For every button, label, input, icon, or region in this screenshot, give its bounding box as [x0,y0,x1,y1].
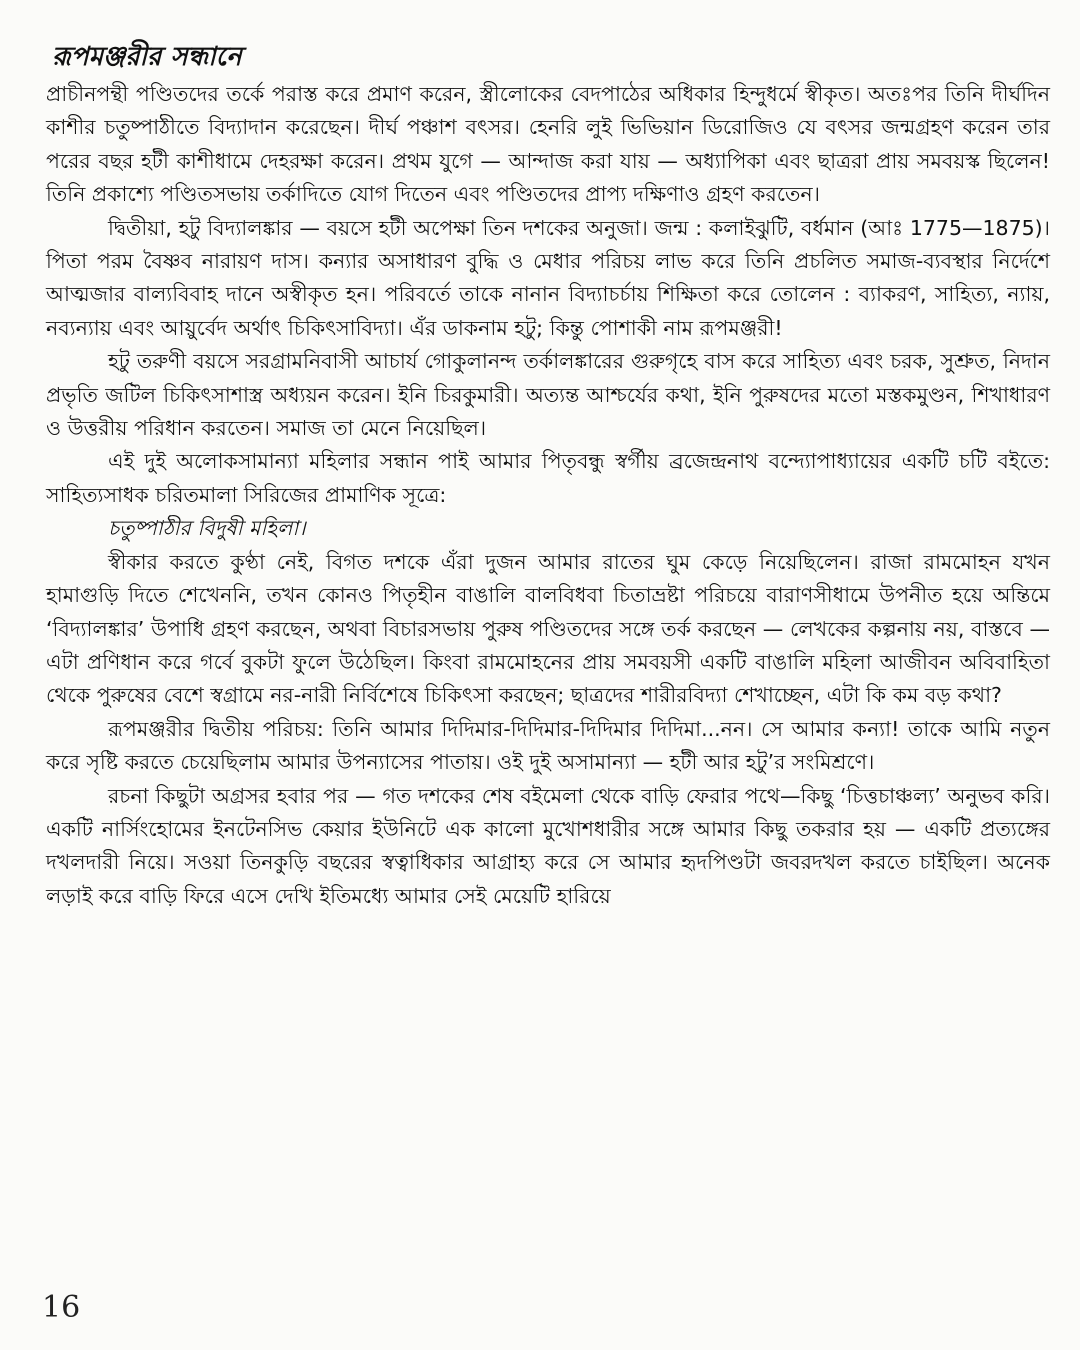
paragraph-3: হটু তরুণী বয়সে সরগ্রামনিবাসী আচার্য গোকুলানন্দ তর্কালঙ্কারের গুরুগৃহে বাস করে সাহিত্য এবং চরক, সুশ্রুত, নিদান প্রভৃতি জটিল চিকিৎসাশাস্ত্র অধ্যয়ন করেন। ইনি চিরকুমারী। অত্যন্ত আশ্চর্যের কথা, ইনি পুরুষদের মতো মস্তকমুণ্ডন, শিখাধারণ ও উত্তরীয় পরিধান করতেন। সমাজ তা মেনে নিয়েছিল। [46,349,1050,441]
paragraph-5: স্বীকার করতে কুণ্ঠা নেই, বিগত দশকে এঁরা দুজন আমার রাতের ঘুম কেড়ে নিয়েছিলেন। রাজা রামমোহন যখন হামাগুড়ি দিতে শেখেননি, তখন কোনও পিতৃহীন বাঙালি বালবিধবা চিতাভ্রষ্টা পরিচয়ে বারাণসীধামে উপনীত হয়ে অন্তিমে ‘বিদ্যালঙ্কার’ উপাধি গ্রহণ করছেন, অথবা বিচারসভায় পুরুষ পণ্ডিতদের সঙ্গে তর্ক করছেন — লেখকের কল্পনায় নয়, বাস্তবে — এটা প্রণিধান করে গর্বে বুকটা ফুলে উঠেছিল। কিংবা রামমোহনের প্রায় সমবয়সী একটি বাঙালি মহিলা আজীবন অবিবাহিতা থেকে পুরুষের বেশে স্বগ্রামে নর-নারী নির্বিশেষে চিকিৎসা করছেন; ছাত্রদের শারীরবিদ্যা শেখাচ্ছেন, এটা কি কম বড় কথা? [46,549,1050,708]
paragraph-2: দ্বিতীয়া, হটু বিদ্যালঙ্কার — বয়সে হটী অপেক্ষা তিন দশকের অনুজা। জন্ম : কলাইঝুটি, বর্ধমান (আঃ 1775—1875)। পিতা পরম বৈষ্ণব নারায়ণ দাস। কন্যার অসাধারণ বুদ্ধি ও মেধার পরিচয় লাভ করে তিনি প্রচলিত সমাজ-ব্যবস্থার নির্দেশে আত্মজার বাল্যবিবাহ দানে অস্বীকৃত হন। পরিবর্তে তাকে নানান বিদ্যাচর্চায় শিক্ষিতা করে তোলেন : ব্যাকরণ, সাহিত্য, ন্যায়, নব্যন্যায় এবং আয়ুর্বেদ অর্থাৎ চিকিৎসাবিদ্যা। এঁর ডাকনাম হটু; কিন্তু পোশাকী নাম রূপমঞ্জরী! [46,215,1050,340]
running-header: রূপমঞ্জরীর সন্ধানে [52,42,242,72]
page-number: 16 [42,1290,81,1325]
paragraph-7: রচনা কিছুটা অগ্রসর হবার পর — গত দশকের শেষ বইমেলা থেকে বাড়ি ফেরার পথে—কিছু ‘চিত্তচাঞ্চল্য’ অনুভব করি। একটি নার্সিংহোমের ইনটেনসিভ কেয়ার ইউনিটে এক কালো মুখোশধারীর সঙ্গে আমার কিছু তকরার হয় — একটি প্রত্যঙ্গের দখলদারী নিয়ে। সওয়া তিনকুড়ি বছরের স্বত্বাধিকার আগ্রাহ্য করে সে আমার হৃদপিণ্ডটা জবরদখল করতে চাইছিল। অনেক লড়াই করে বাড়ি ফিরে এসে দেখি ইতিমধ্যে আমার সেই মেয়েটি হারিয়ে [46,783,1050,908]
paragraph-4 [46,445,1050,545]
book-title: চতুষ্পাঠীর বিদুষী মহিলা। [108,516,306,541]
paragraph-4-text: এই দুই অলোকসামান্যা মহিলার সন্ধান পাই আমার পিতৃবন্ধু স্বর্গীয় ব্রজেন্দ্রনাথ বন্দ্যোপাধ্যায়ের একটি চটি বইতে: সাহিত্যসাধক চরিতমালা সিরিজের প্রামাণিক সূত্রে: [46,449,1050,507]
paragraph-6: রূপমঞ্জরীর দ্বিতীয় পরিচয়: তিনি আমার দিদিমার-দিদিমার-দিদিমার দিদিমা...নন। সে আমার কন্যা! তাকে আমি নতুন করে সৃষ্টি করতে চেয়েছিলাম আমার উপন্যাসের পাতায়। ওই দুই অসামান্যা — হটী আর হটু’র সংমিশ্রণে। [46,716,1050,775]
paragraph-1: প্রাচীনপন্থী পণ্ডিতদের তর্কে পরাস্ত করে প্রমাণ করেন, স্ত্রীলোকের বেদপাঠের অধিকার হিন্দুধর্মে স্বীকৃত। অতঃপর তিনি দীর্ঘদিন কাশীর চতুষ্পাঠীতে বিদ্যাদান করেছেন। দীর্ঘ পঞ্চাশ বৎসর। হেনরি লুই ভিভিয়ান ডিরোজিও যে বৎসর জন্মগ্রহণ করেন তার পরের বছর হটী কাশীধামে দেহরক্ষা করেন। প্রথম যুগে — আন্দাজ করা যায় — অধ্যাপিকা এবং ছাত্ররা প্রায় সমবয়স্ক ছিলেন! তিনি প্রকাশ্যে পণ্ডিতসভায় তর্কাদিতে যোগ দিতেন এবং পণ্ডিতদের প্রাপ্য দক্ষিণাও গ্রহণ করতেন। [46,82,1050,207]
body-text [46,78,1050,913]
